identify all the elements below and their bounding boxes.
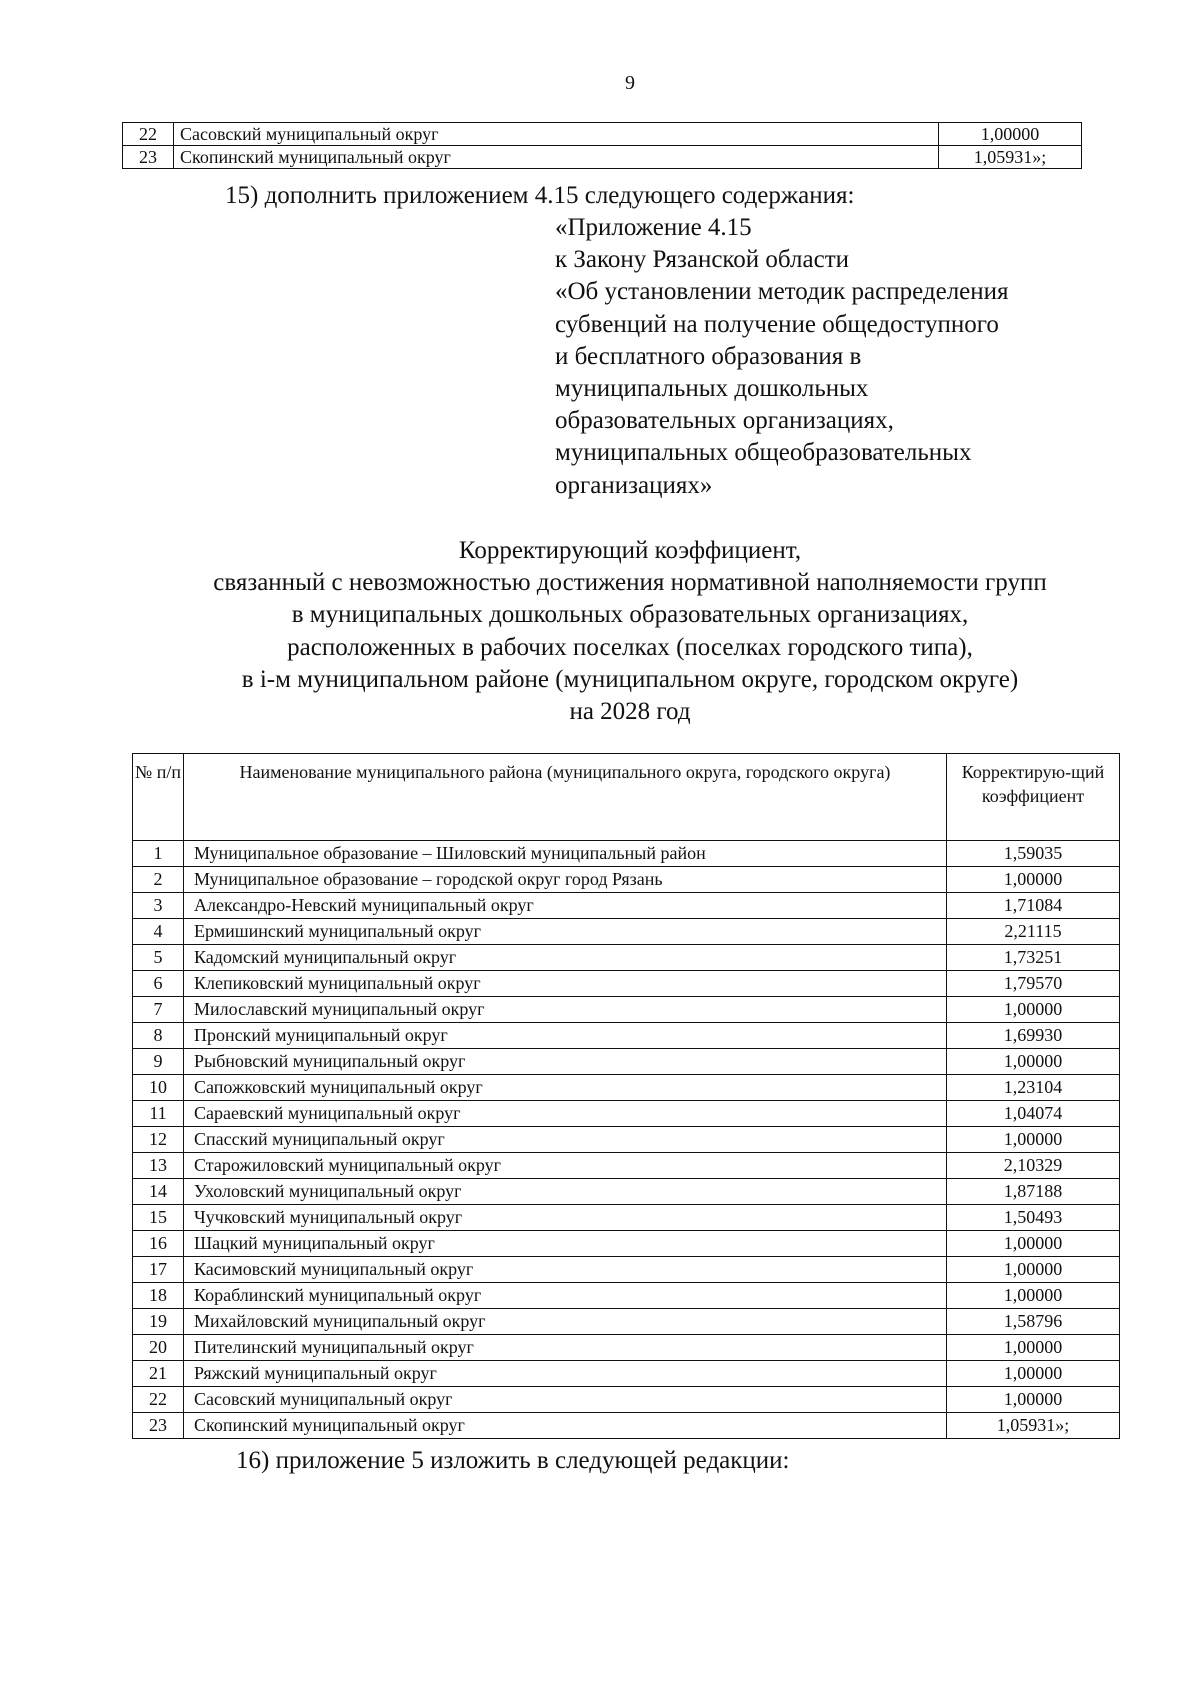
row-coefficient: 1,59035 — [947, 841, 1120, 867]
row-number: 5 — [133, 945, 184, 971]
annex-line: организациях» — [555, 471, 713, 499]
row-name: Старожиловский муниципальный округ — [184, 1153, 947, 1179]
header-coefficient: Корректирую-щий коэффициент — [947, 754, 1120, 841]
table-row — [133, 1127, 1120, 1153]
continuation-table — [122, 122, 1082, 169]
row-coefficient: 1,00000 — [947, 1049, 1120, 1075]
row-number: 23 — [123, 146, 174, 169]
row-coefficient: 1,73251 — [947, 945, 1120, 971]
row-coefficient: 1,58796 — [947, 1309, 1120, 1335]
row-number: 3 — [133, 893, 184, 919]
row-number: 1 — [133, 841, 184, 867]
row-name: Сапожковский муниципальный округ — [184, 1075, 947, 1101]
header-number: № п/п — [133, 754, 184, 841]
row-coefficient: 1,00000 — [947, 1127, 1120, 1153]
row-coefficient: 1,87188 — [947, 1179, 1120, 1205]
table-row — [133, 1387, 1120, 1413]
table-header-row — [133, 754, 1120, 841]
row-coefficient: 1,50493 — [947, 1205, 1120, 1231]
row-name: Ухоловский муниципальный округ — [184, 1179, 947, 1205]
table-row — [133, 867, 1120, 893]
row-number: 22 — [123, 123, 174, 146]
row-coefficient: 1,05931»; — [939, 146, 1082, 169]
row-name: Сасовский муниципальный округ — [174, 123, 939, 146]
amendment-item-15: 15) дополнить приложением 4.15 следующего содержания: — [225, 182, 855, 209]
row-coefficient: 1,00000 — [939, 123, 1082, 146]
row-name: Сасовский муниципальный округ — [184, 1387, 947, 1413]
annex-line: «Приложение 4.15 — [555, 214, 752, 241]
row-number: 11 — [133, 1101, 184, 1127]
coefficient-table — [132, 753, 1120, 1439]
annex-line: «Об установлении методик распределения — [555, 278, 1009, 306]
row-name: Ряжский муниципальный округ — [184, 1361, 947, 1387]
row-number: 23 — [133, 1413, 184, 1439]
table-row — [133, 997, 1120, 1023]
row-coefficient: 1,00000 — [947, 867, 1120, 893]
title-line: на 2028 год — [569, 698, 691, 726]
row-number: 6 — [133, 971, 184, 997]
page-number: 9 — [625, 72, 635, 94]
table-row — [133, 1413, 1120, 1439]
row-name: Кадомский муниципальный округ — [184, 945, 947, 971]
table-row — [133, 1205, 1120, 1231]
row-name: Спасский муниципальный округ — [184, 1127, 947, 1153]
row-number: 19 — [133, 1309, 184, 1335]
table-row — [123, 146, 1082, 169]
row-number: 21 — [133, 1361, 184, 1387]
row-name: Кораблинский муниципальный округ — [184, 1283, 947, 1309]
row-name: Сараевский муниципальный округ — [184, 1101, 947, 1127]
row-name: Шацкий муниципальный округ — [184, 1231, 947, 1257]
table-row — [133, 1049, 1120, 1075]
row-name: Пителинский муниципальный округ — [184, 1335, 947, 1361]
row-name: Михайловский муниципальный округ — [184, 1309, 947, 1335]
row-coefficient: 1,23104 — [947, 1075, 1120, 1101]
row-number: 15 — [133, 1205, 184, 1231]
table-row — [133, 1179, 1120, 1205]
row-coefficient: 1,69930 — [947, 1023, 1120, 1049]
row-number: 12 — [133, 1127, 184, 1153]
row-number: 14 — [133, 1179, 184, 1205]
row-coefficient: 1,00000 — [947, 997, 1120, 1023]
title-line: связанный с невозможностью достижения нормативной наполняемости групп — [213, 569, 1047, 597]
title-line: в муниципальных дошкольных образовательных организациях, — [291, 601, 969, 629]
annex-line: субвенций на получение общедоступного — [555, 310, 999, 338]
row-number: 18 — [133, 1283, 184, 1309]
title-line: Корректирующий коэффициент, — [458, 537, 802, 564]
row-coefficient: 1,79570 — [947, 971, 1120, 997]
table-row — [123, 123, 1082, 146]
row-name: Клепиковский муниципальный округ — [184, 971, 947, 997]
table-row — [133, 1361, 1120, 1387]
row-coefficient: 1,00000 — [947, 1231, 1120, 1257]
table-row — [133, 1257, 1120, 1283]
amendment-item-16: 16) приложение 5 изложить в следующей редакции: — [236, 1447, 790, 1474]
table-row — [133, 1075, 1120, 1101]
title-line: в i-м муниципальном районе (муниципальном округе, городском округе) — [241, 665, 1019, 693]
table-row — [133, 1231, 1120, 1257]
title-line: расположенных в рабочих поселках (поселках городского типа), — [287, 633, 973, 661]
table-row — [133, 1309, 1120, 1335]
row-coefficient: 2,21115 — [947, 919, 1120, 945]
row-number: 4 — [133, 919, 184, 945]
row-name: Скопинский муниципальный округ — [174, 146, 939, 169]
row-name: Чучковский муниципальный округ — [184, 1205, 947, 1231]
table-row — [133, 919, 1120, 945]
row-name: Касимовский муниципальный округ — [184, 1257, 947, 1283]
row-number: 8 — [133, 1023, 184, 1049]
row-name: Рыбновский муниципальный округ — [184, 1049, 947, 1075]
table-row — [133, 971, 1120, 997]
row-coefficient: 2,10329 — [947, 1153, 1120, 1179]
table-row — [133, 841, 1120, 867]
row-number: 20 — [133, 1335, 184, 1361]
annex-line: к Закону Рязанской области — [555, 246, 849, 274]
header-name: Наименование муниципального района (муниципального округа, городского округа) — [184, 754, 947, 841]
row-coefficient: 1,04074 — [947, 1101, 1120, 1127]
annex-header-block — [555, 212, 1009, 502]
annex-line: муниципальных общеобразовательных — [555, 439, 972, 467]
row-name: Пронский муниципальный округ — [184, 1023, 947, 1049]
row-coefficient: 1,71084 — [947, 893, 1120, 919]
annex-line: и бесплатного образования в — [555, 342, 862, 370]
table-row — [133, 1153, 1120, 1179]
row-coefficient: 1,00000 — [947, 1283, 1120, 1309]
row-coefficient: 1,00000 — [947, 1361, 1120, 1387]
table-row — [133, 1023, 1120, 1049]
table-row — [133, 945, 1120, 971]
table-row — [133, 1335, 1120, 1361]
row-coefficient: 1,05931»; — [947, 1413, 1120, 1439]
row-name: Муниципальное образование – городской округ город Рязань — [184, 867, 947, 893]
row-number: 16 — [133, 1231, 184, 1257]
table-row — [133, 1101, 1120, 1127]
row-coefficient: 1,00000 — [947, 1257, 1120, 1283]
table-title — [0, 535, 1200, 728]
annex-line: образовательных организациях, — [555, 407, 894, 435]
table-row — [133, 1283, 1120, 1309]
row-number: 9 — [133, 1049, 184, 1075]
annex-line: муниципальных дошкольных — [555, 375, 869, 403]
row-number: 2 — [133, 867, 184, 893]
row-number: 17 — [133, 1257, 184, 1283]
row-number: 10 — [133, 1075, 184, 1101]
row-name: Ермишинский муниципальный округ — [184, 919, 947, 945]
row-number: 22 — [133, 1387, 184, 1413]
row-coefficient: 1,00000 — [947, 1335, 1120, 1361]
row-coefficient: 1,00000 — [947, 1387, 1120, 1413]
row-number: 13 — [133, 1153, 184, 1179]
row-name: Муниципальное образование – Шиловский муниципальный район — [184, 841, 947, 867]
row-name: Александро-Невский муниципальный округ — [184, 893, 947, 919]
row-name: Скопинский муниципальный округ — [184, 1413, 947, 1439]
row-name: Милославский муниципальный округ — [184, 997, 947, 1023]
row-number: 7 — [133, 997, 184, 1023]
table-row — [133, 893, 1120, 919]
